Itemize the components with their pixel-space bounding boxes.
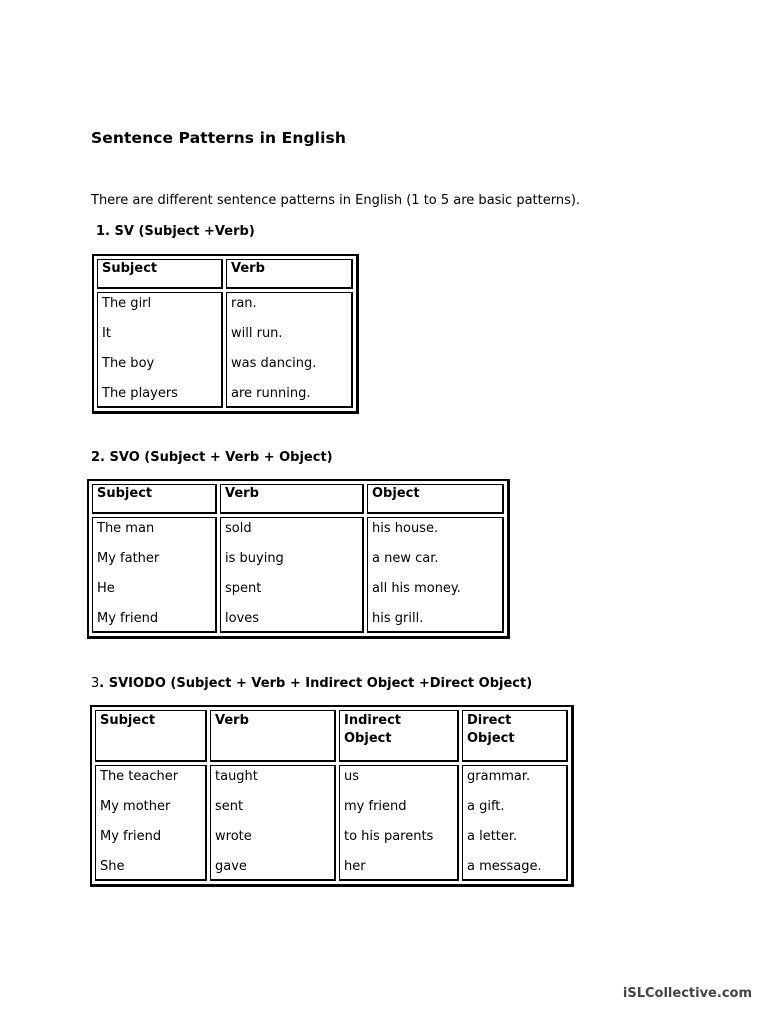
table-row [92,517,504,633]
section-1-heading [96,224,255,239]
cell: My friend [100,829,162,844]
cell: sent [215,799,244,814]
cell: The boy [102,356,155,371]
section-1-label: SV (Subject +Verb) [109,224,255,239]
section-2-heading [91,450,333,465]
direct-object-column [462,765,568,881]
section-2-number: 2. [91,450,105,465]
header-line: Verb [215,713,249,728]
header-line: Object [467,731,515,746]
subject-column [92,517,217,633]
cell: a gift. [467,799,505,814]
cell: will run. [231,326,283,341]
cell: his grill. [372,611,424,626]
page-title: Sentence Patterns in English [91,129,346,147]
table-header-row [92,484,504,514]
cell: are running. [231,386,311,401]
cell: my friend [344,799,407,814]
section-3-heading [91,676,532,691]
header-subject: Subject [97,259,223,289]
object-column [367,517,504,633]
cell: My friend [97,611,159,626]
cell: The man [97,521,155,536]
cell: My father [97,551,160,566]
table-header-row [95,710,568,762]
header-line: Object [344,731,392,746]
cell: wrote [215,829,252,844]
header-indirect-object [339,710,459,762]
indirect-object-column [339,765,459,881]
header-direct-object [462,710,568,762]
cell: to his parents [344,829,434,844]
cell: loves [225,611,260,626]
header-subject: Subject [92,484,217,514]
table-header-row [97,259,353,289]
cell: spent [225,581,262,596]
cell: us [344,769,360,784]
cell: was dancing. [231,356,317,371]
intro-text: There are different sentence patterns in English (1 to 5 are basic patterns). [91,193,581,208]
cell: The girl [102,296,152,311]
header-line: Subject [100,713,156,728]
cell: a letter. [467,829,518,844]
cell: ran. [231,296,257,311]
cell: taught [215,769,258,784]
header-subject [95,710,207,762]
sviodo-table [90,705,574,887]
cell: She [100,859,125,874]
header-verb: Verb [220,484,364,514]
header-line: Direct [467,713,512,728]
cell: her [344,859,366,874]
sv-table [92,254,359,414]
section-1-number: 1. [96,224,110,239]
cell: sold [225,521,252,536]
header-verb: Verb [226,259,353,289]
subject-column [97,292,223,408]
section-3-label: . SVIODO (Subject + Verb + Indirect Object +Direct Object) [99,676,533,691]
cell: a message. [467,859,542,874]
cell: My mother [100,799,171,814]
cell: is buying [225,551,284,566]
cell: grammar. [467,769,531,784]
svo-table [87,479,510,639]
table-row [97,292,353,408]
cell: He [97,581,115,596]
cell: his house. [372,521,439,536]
verb-column [226,292,353,408]
section-3-number: 3 [91,676,100,691]
subject-column [95,765,207,881]
header-verb [210,710,336,762]
cell: The players [102,386,178,401]
verb-column [220,517,364,633]
header-object: Object [367,484,504,514]
section-2-label: SVO (Subject + Verb + Object) [104,450,333,465]
cell: It [102,326,111,341]
cell: The teacher [100,769,179,784]
watermark-footer: iSLCollective.com [622,986,752,1001]
header-line: Indirect [344,713,402,728]
cell: all his money. [372,581,461,596]
cell: gave [215,859,247,874]
cell: a new car. [372,551,439,566]
table-row [95,765,568,881]
verb-column [210,765,336,881]
